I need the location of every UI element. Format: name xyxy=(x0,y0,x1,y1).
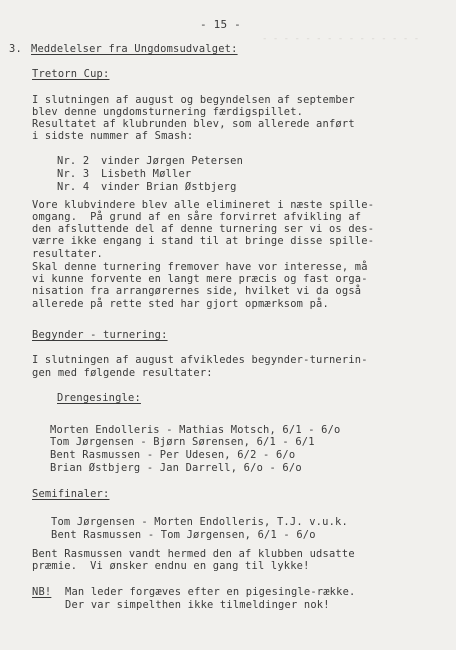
tretorn-intro-line: I slutningen af august og begyndelsen af september xyxy=(32,94,355,106)
section-title: Meddelelser fra Ungdomsudvalget: xyxy=(31,43,238,55)
begynder-heading: Begynder - turnering: xyxy=(32,329,168,341)
match-result: Brian Østbjerg - Jan Darrell, 6/o - 6/o xyxy=(50,462,302,474)
tretorn-body-line: værre ikke engang i stand til at bringe disse spille- xyxy=(32,235,375,247)
match-result: Morten Endolleris - Mathias Motsch, 6/1 - 6/o xyxy=(50,424,341,436)
match-result: Tom Jørgensen - Bjørn Sørensen, 6/1 - 6/1 xyxy=(50,436,315,448)
result-rank: Nr. 4 xyxy=(57,181,90,193)
nb-text-line: Der var simpelthen ikke tilmeldinger nok! xyxy=(65,599,330,611)
closing-line: Bent Rasmussen vandt hermed den af klubben udsatte xyxy=(32,548,355,560)
tretorn-body-line: omgang. På grund af en såre forvirret afvikling af xyxy=(32,211,362,223)
begynder-intro-line: I slutningen af august afvikledes begynder-turnerin- xyxy=(32,354,368,366)
section-number: 3. xyxy=(9,43,22,55)
result-text: vinder Jørgen Petersen xyxy=(101,155,244,167)
tretorn-body-line: nisation fra arrangørernes side, hvilket vi da også xyxy=(32,285,362,297)
semifinaler-heading: Semifinaler: xyxy=(32,488,110,500)
page-number: - 15 - xyxy=(200,18,241,31)
tretorn-intro-line: i sidste nummer af Smash: xyxy=(32,130,194,142)
result-rank: Nr. 2 xyxy=(57,155,90,167)
result-text: vinder Brian Østbjerg xyxy=(101,181,237,193)
semifinal-result: Bent Rasmussen - Tom Jørgensen, 6/1 - 6/o xyxy=(51,529,316,541)
begynder-intro-line: gen med følgende resultater: xyxy=(32,367,213,379)
result-text: Lisbeth Møller xyxy=(101,168,192,180)
result-rank: Nr. 3 xyxy=(57,168,90,180)
tretorn-intro-line: Resultatet af klubrunden blev, som allerede anført xyxy=(32,118,355,130)
tretorn-body-line: Vore klubvindere blev alle elimineret i næste spille- xyxy=(32,199,375,211)
tretorn-body-line: resultater. xyxy=(32,248,104,260)
nb-label: NB! xyxy=(32,586,52,598)
tretorn-heading: Tretorn Cup: xyxy=(32,68,110,80)
semifinal-result: Tom Jørgensen - Morten Endolleris, T.J. v.u.k. xyxy=(51,516,348,528)
match-result: Bent Rasmussen - Per Udesen, 6/2 - 6/o xyxy=(50,449,296,461)
tretorn-intro-line: blev denne ungdomsturnering færdigspillet. xyxy=(32,106,304,118)
tretorn-body-line: den afsluttende del af denne turnering ser vi os des- xyxy=(32,223,375,235)
tretorn-body-line: Skal denne turnering fremover have vor interesse, må xyxy=(32,261,368,273)
drengesingle-heading: Drengesingle: xyxy=(57,392,141,404)
tretorn-body-line: vi kunne forvente en langt mere præcis og fast orga- xyxy=(32,273,368,285)
bleed-through-text: - - - - - - - - - - - - - - - xyxy=(262,34,420,44)
nb-text-line: Man leder forgæves efter en pigesingle-række. xyxy=(65,586,356,598)
tretorn-body-line: allerede på rette sted har gjort opmærksom på. xyxy=(32,298,329,310)
closing-line: præmie. Vi ønsker endnu en gang til lykke! xyxy=(32,560,310,572)
